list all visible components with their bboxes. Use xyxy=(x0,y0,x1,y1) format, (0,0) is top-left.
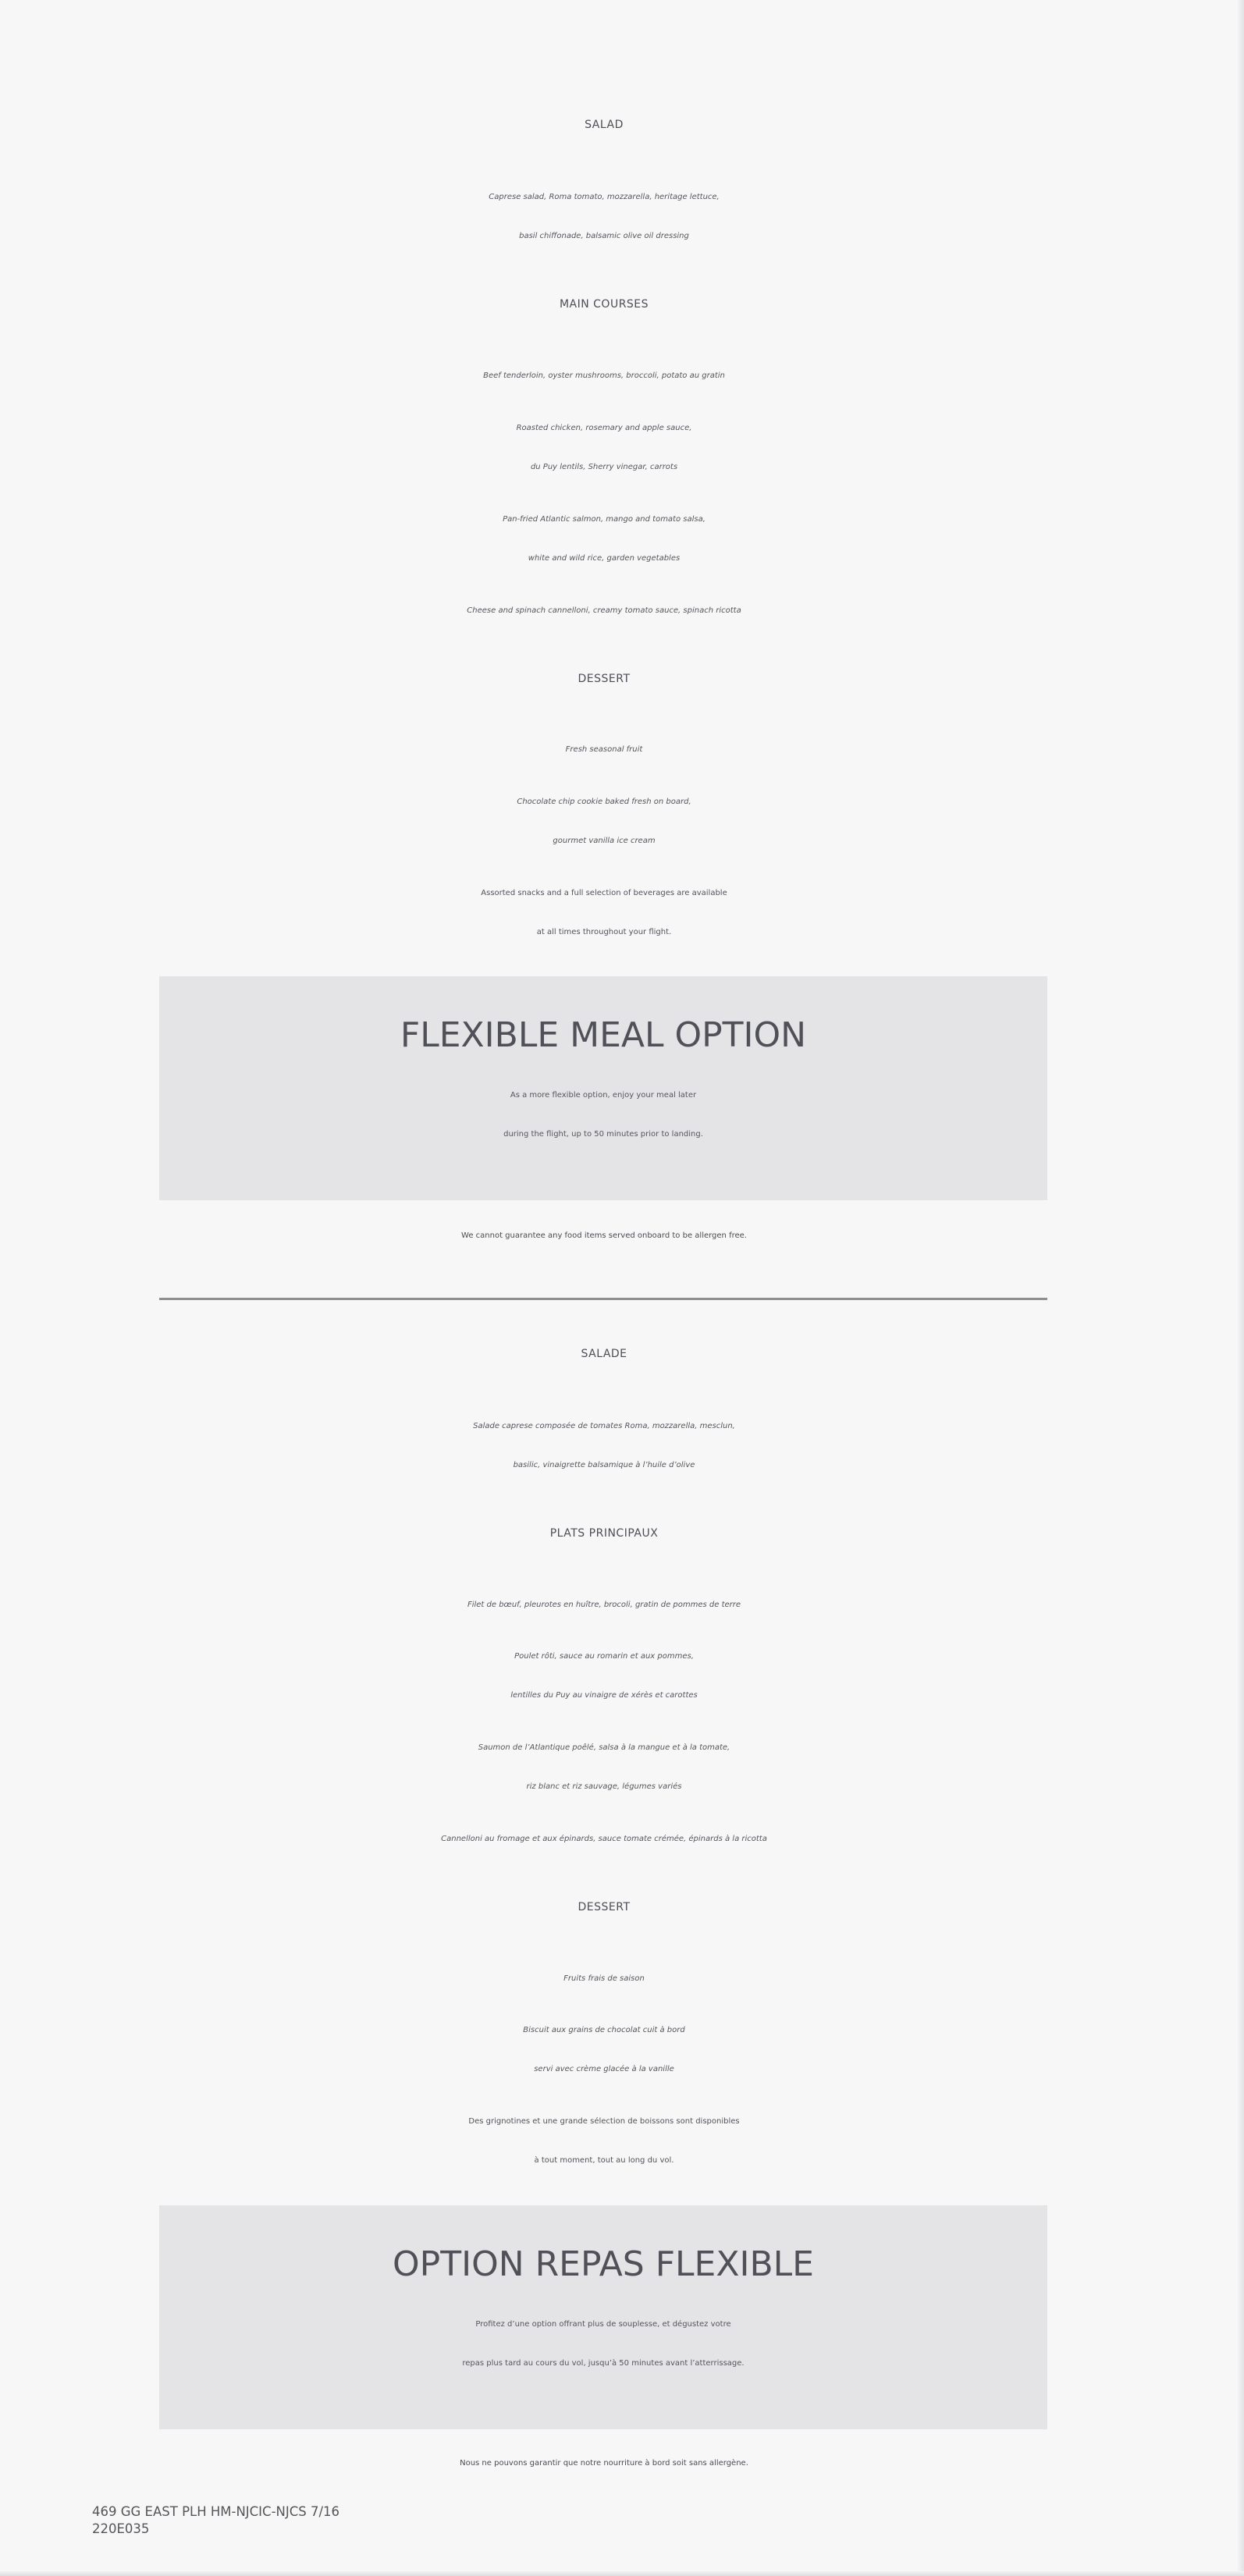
dessert-fruit: Fresh seasonal fruit xyxy=(565,745,643,754)
salad-line-2: basil chiffonade, balsamic olive oil dressing xyxy=(519,232,689,240)
salade-heading: SALADE xyxy=(581,1348,627,1360)
main-course-salmon-line-2: white and wild rice, garden vegetables xyxy=(528,554,681,563)
allergen-notice: We cannot guarantee any food items served onboard to be allergen free. xyxy=(461,1231,747,1240)
snacks-note-line-2: at all times throughout your flight. xyxy=(536,928,672,936)
flexible-meal-title: FLEXIBLE MEAL OPTION xyxy=(400,1015,807,1055)
section-divider xyxy=(159,1298,1047,1300)
footer-code-line-2: 220E035 xyxy=(92,2521,150,2536)
main-course-salmon-line-1: Pan-fried Atlantic salmon, mango and tomato salsa, xyxy=(503,515,706,524)
grignotines-note-line-2: à tout moment, tout au long du vol. xyxy=(534,2156,674,2165)
plat-cannelloni: Cannelloni au fromage et aux épinards, sauce tomate crémée, épinards à la ricotta xyxy=(441,1835,767,1843)
option-repas-text-line-1: Profitez d’une option offrant plus de souplesse, et dégustez votre xyxy=(475,2320,731,2329)
plat-poulet-line-2: lentilles du Puy au vinaigre de xérès et carottes xyxy=(510,1691,698,1700)
main-course-beef: Beef tenderloin, oyster mushrooms, broccoli, potato au gratin xyxy=(483,371,725,380)
main-course-chicken-line-1: Roasted chicken, rosemary and apple sauce, xyxy=(516,424,692,432)
main-courses-heading: MAIN COURSES xyxy=(559,298,649,311)
plat-boeuf: Filet de bœuf, pleurotes en huître, brocoli, gratin de pommes de terre xyxy=(467,1601,741,1609)
salad-heading: SALAD xyxy=(585,119,624,131)
plat-poulet-line-1: Poulet rôti, sauce au romarin et aux pommes, xyxy=(514,1652,694,1661)
dessert-fr-biscuit-line-2: servi avec crème glacée à la vanille xyxy=(534,2065,674,2073)
main-course-chicken-line-2: du Puy lentils, Sherry vinegar, carrots xyxy=(530,463,678,471)
option-repas-text-line-2: repas plus tard au cours du vol, jusqu’à 50 minutes avant l’atterrissage. xyxy=(462,2359,745,2368)
plat-saumon-line-2: riz blanc et riz sauvage, légumes variés xyxy=(526,1782,682,1791)
allergene-notice: Nous ne pouvons garantir que notre nourriture à bord soit sans allergène. xyxy=(460,2459,748,2468)
salade-line-1: Salade caprese composée de tomates Roma, mozzarella, mesclun, xyxy=(473,1422,735,1430)
dessert-fr-heading: DESSERT xyxy=(578,1901,631,1913)
salade-line-2: basilic, vinaigrette balsamique à l’huile d’olive xyxy=(513,1461,695,1469)
footer-code-line-1: 469 GG EAST PLH HM-NJCIC-NJCS 7/16 xyxy=(92,2504,340,2519)
page-bottom-edge xyxy=(0,2571,1244,2576)
plat-saumon-line-1: Saumon de l’Atlantique poêlé, salsa à la mangue et à la tomate, xyxy=(478,1743,730,1752)
dessert-fr-biscuit-line-1: Biscuit aux grains de chocolat cuit à bord xyxy=(523,2026,685,2034)
dessert-heading: DESSERT xyxy=(578,673,631,685)
flexible-meal-box xyxy=(159,976,1047,1200)
option-repas-box xyxy=(159,2205,1047,2429)
option-repas-title: OPTION REPAS FLEXIBLE xyxy=(393,2244,814,2284)
grignotines-note-line-1: Des grignotines et une grande sélection de boissons sont disponibles xyxy=(468,2117,740,2126)
flexible-meal-text-line-2: during the flight, up to 50 minutes prior to landing. xyxy=(503,1130,703,1139)
page-edge xyxy=(1238,0,1244,2576)
dessert-fr-fruits: Fruits frais de saison xyxy=(563,1974,645,1983)
plats-principaux-heading: PLATS PRINCIPAUX xyxy=(549,1527,659,1540)
flexible-meal-text-line-1: As a more flexible option, enjoy your meal later xyxy=(510,1091,697,1100)
dessert-cookie-line-1: Chocolate chip cookie baked fresh on board, xyxy=(517,798,691,806)
main-course-cannelloni: Cheese and spinach cannelloni, creamy tomato sauce, spinach ricotta xyxy=(467,606,741,615)
dessert-cookie-line-2: gourmet vanilla ice cream xyxy=(553,837,656,845)
salad-line-1: Caprese salad, Roma tomato, mozzarella, heritage lettuce, xyxy=(489,193,720,201)
snacks-note-line-1: Assorted snacks and a full selection of beverages are available xyxy=(481,889,727,897)
